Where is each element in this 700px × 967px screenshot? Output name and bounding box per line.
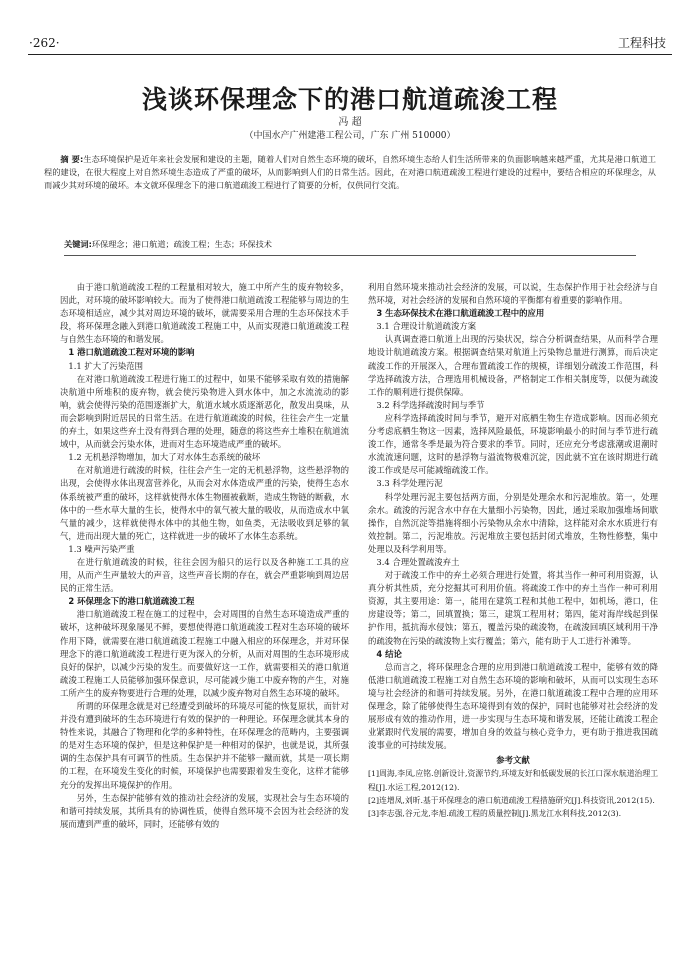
paragraph: 对于疏浚工作中的弃土必须合理进行处置，将其当作一种可利用资源，认真分析其性质，充分挖掘其可利用价值。将疏浚工作中的弃土当作一种可利用资源，其主要用途：第一，能用在建筑工程和其他工程中，如机场，港口，住房建设等；第二，回填置换；第三，建筑工程用材；第四，能对海岸线起到保护作用，抵抗海水侵蚀；第五，覆盖污染的疏浚物，在疏浚回填区域利用干净的疏浚物在污染的疏浚物上实行覆盖；第六，能有助于人工进行补滩等。	[368, 570, 658, 646]
paragraph: 科学处理污泥主要包括两方面，分别是处理余水和污泥堆放。第一，处理余水。疏浚的污泥含水中存在大量细小污染物，因此，通过采取加强堆场间歇操作，自然沉淀等措施将细小污染物从余水中清除，这样能对余水水质进行有效控制。第二，污泥堆放。污泥堆放主要包括封闭式堆放，生物性修整，集中处理以及科学利用等。	[368, 491, 658, 554]
author: 冯 超	[338, 117, 362, 128]
left-column	[60, 281, 349, 831]
keywords-text: 环保理念；港口航道；疏浚工程；生态；环保技术	[91, 239, 272, 249]
reference-item: [2]连增凤,刘昕.基于环保理念的港口航道疏浚工程措施研究[J].科技资讯,2012(15).	[368, 795, 655, 805]
paragraph: 总而言之，将环保理念合理的应用到港口航道疏浚工程中，能够有效的降低港口航道疏浚工程施工对自然生态环境的影响和破坏，从而可以实现生态环境与社会经济的和谐可持续发展。另外，在港口航道疏浚工程中合理的应用环保理念，除了能够使得生态环境得到有效的保护，同时也能够对社会经济的发展形成有效的推动作用，进一步实现与生态环境和谐发展，还能让疏浚工程企业紧跟时代发展的需要，增加自身的效益与核心竞争力，更有助于推进我国疏浚事业的可持续发展。	[368, 661, 658, 751]
subsection-heading: 3.3 科学处理污泥	[376, 478, 443, 489]
section-heading: 3 生态环保技术在港口航道疏浚工程中的应用	[376, 308, 545, 319]
article-title: 浅谈环保理念下的港口航道疏浚工程	[141, 85, 558, 114]
section-heading: 4 结论	[376, 648, 402, 659]
abstract-label: 摘 要:	[60, 154, 84, 164]
paragraph: 港口航道疏浚工程在施工的过程中，会对周围的自然生态环境造成严重的破坏，这种破坏现象屡见不鲜，要想使得港口航道疏浚工程对生态环境的破坏作用下降，就需要在港口航道疏浚工程施工中融入相应的环保理念，并对环保理念下的港口航道疏浚工程进行更为深入的分析，从而对周围的生态环境形成良好的保护，以减少污染的发生。而要做好这一工作，就需要相关的港口航道疏浚工程施工人员能够加强环保意识，尽可能减少施工中废弃物的产生，对施工所产生的废弃物要进行合理的处理，以减少废弃物对自然生态环境的破坏。	[60, 609, 349, 698]
subsection-heading: 1.3 噪声污染严重	[68, 543, 135, 554]
section-heading: 2 环保理念下的港口航道疏浚工程	[68, 596, 195, 607]
subsection-heading: 1.1 扩大了污染范围	[68, 360, 143, 371]
paragraph: 认真调查港口航道上出现的污染状况，综合分析调查结果，从而科学合理地设计航道疏浚方案。根据调查结果对航道上污染物总量进行测算，而后决定疏浚工作的开展深入，合理布置疏浚工作的规模，详细划分疏浚工作范围，科学选择疏浚方法，合理选用机械设备，严格制定工作相关制度等，以便为疏浚工作的顺利进行提供保障。	[368, 334, 658, 397]
abstract	[44, 153, 656, 193]
header-rule	[28, 54, 672, 55]
references-heading: 参考文献	[496, 755, 530, 766]
paragraph: 在对港口航道疏浚工程进行施工的过程中，如果不能够采取有效的措施解决航道中所堆积的废弃物，就会使污染物进入到水体中，加之水流流动的影响，就会使得污染的范围逐渐扩大，航道水域水质逐渐恶化，散发出臭味，从而会影响到附近居民的日常生活。在进行航道疏浚的时候，往往会产生一定量的弃土，如果这些弃土没有得到合理的处理，随意的将这些弃土堆积在航道流域中，从而就会污染水体，进而对生态环境造成严重的破坏。	[60, 373, 349, 450]
reference-item: [3]李志强,谷元龙,李旭.疏浚工程的质量控制[J].黑龙江水利科技,2012(3).	[368, 808, 622, 818]
paragraph: 另外，生态保护能够有效的推动社会经济的发展，实现社会与生态环境的和谐可持续发展，其所具有的协调性质，使得自然环境不会因为社会经济的发展而遭到严重的破坏，同时，还能够有效的	[60, 792, 349, 829]
paragraph: 应科学选择疏浚时间与季节，避开对底栖生物生存造成影响。因而必须充分考虑底栖生物这一因素，选择风险最低，环境影响最小的时间与季节进行疏浚工作，通常冬季是最为符合要求的季节。同时，还应充分考虑涨潮或退潮时水流流速问题，这时的悬浮物与溢流物极难沉淀，因此就不宜在该时期进行疏浚工作或是尽可能减缩疏浚工作。	[368, 412, 658, 476]
right-column	[368, 281, 658, 820]
page-number: ·262·	[29, 36, 60, 50]
paragraph: 所谓的环保理念就是对已经遭受到破坏的环境尽可能的恢复原状，而针对并没有遭到破坏的生态环境进行有效的保护的一种理论。环保理念就其本身的特性来说，其融合了物理和化学的多种特性，在环保理念的范畴内，主要强调的是对生态环境的保护，但是这种保护是一种相对的保护，也就是说，其所强调的生态保护具有可调节的性质。生态保护并不能够一蹴而就，其是一项长期的工程，在环境发生变化的时候，环境保护也需要跟着发生变化，这样才能够充分的发挥出环境保护的作用。	[60, 701, 349, 790]
subsection-heading: 1.2 无机悬浮物增加，加大了对水体生态系统的破坏	[68, 452, 261, 463]
journal-name: 工程科技	[617, 36, 666, 50]
paragraph: 利用自然环境来推动社会经济的发展，可以说，生态保护作用于社会经济与自然环境，对社会经济的发展和自然环境的平衡都有着重要的影响作用。	[368, 282, 658, 306]
paragraph: 由于港口航道疏浚工程的工程量相对较大，施工中所产生的废弃物较多，因此，对环境的破坏影响较大。而为了使得港口航道疏浚工程能够与周边的生态环境相适应，减少其对周边环境的破坏，就需要采用合理的生态环保技术手段，将环保理念融入到港口航道疏浚工程施工中，从而实现港口航道疏浚工程与自然生态环境的和谐发展。	[60, 282, 349, 345]
paragraph: 在进行航道疏浚的时候，往往会因为船只的运行以及各种施工工具的应用，从而产生声量较大的声音，这些声音长期的存在，就会严重影响到周边居民的正常生活。	[60, 556, 349, 594]
abstract-separator	[64, 255, 636, 256]
subsection-heading: 3.1 合理设计航道疏浚方案	[376, 321, 477, 332]
subsection-heading: 3.4 合理处置疏浚弃土	[376, 556, 460, 567]
subsection-heading: 3.2 科学选择疏浚时间与季节	[376, 399, 485, 410]
abstract-text: 生态环境保护是近年来社会发展和建设的主题，随着人们对自然生态环境的破坏，自然环境生态给人们生活所带来的负面影响越来越严重，尤其是港口航道工程的建设，在很大程度上对自然环境生态造成了严重的破坏，从而影响到人们的日常生活。因此，在对港口航道疏浚工程进行建设的过程中，要结合相应的环保理念，从而减少其对环境的破坏。本文就环保理念下的港口航道疏浚工程进行了简要的分析，仅供同行交流。	[44, 154, 656, 191]
affiliation: （中国水产广州建港工程公司，广东 广州 510000）	[244, 131, 456, 141]
section-heading: 1 港口航道疏浚工程对环境的影响	[68, 347, 195, 358]
keywords-label: 关键词:	[64, 239, 92, 249]
reference-item: [1]周海,李凤,应铭.创新设计,资源节约,环境友好和低碳发展的长江口深水航道治理工程[J].水运工程,2012(12).	[368, 769, 658, 792]
keywords	[64, 239, 656, 250]
paragraph: 在对航道进行疏浚的时候，往往会产生一定的无机悬浮物，这些悬浮物的出现，会使得水体出现富营养化，从而会对水体造成严重的污染，使得生态水体系统被严重的破坏，这样就使得水体生物圈被截断，造成生物链的断截，水体中的一些水草大量的生长，使得水中的氧气被大量的吸收，从而造成水中氧气量的减少，这样就使得水体中的其他生物，如鱼类，无法吸收到足够的氧气，进而出现大量的死亡，这样就进一步的破坏了水体生态系统。	[60, 465, 349, 541]
